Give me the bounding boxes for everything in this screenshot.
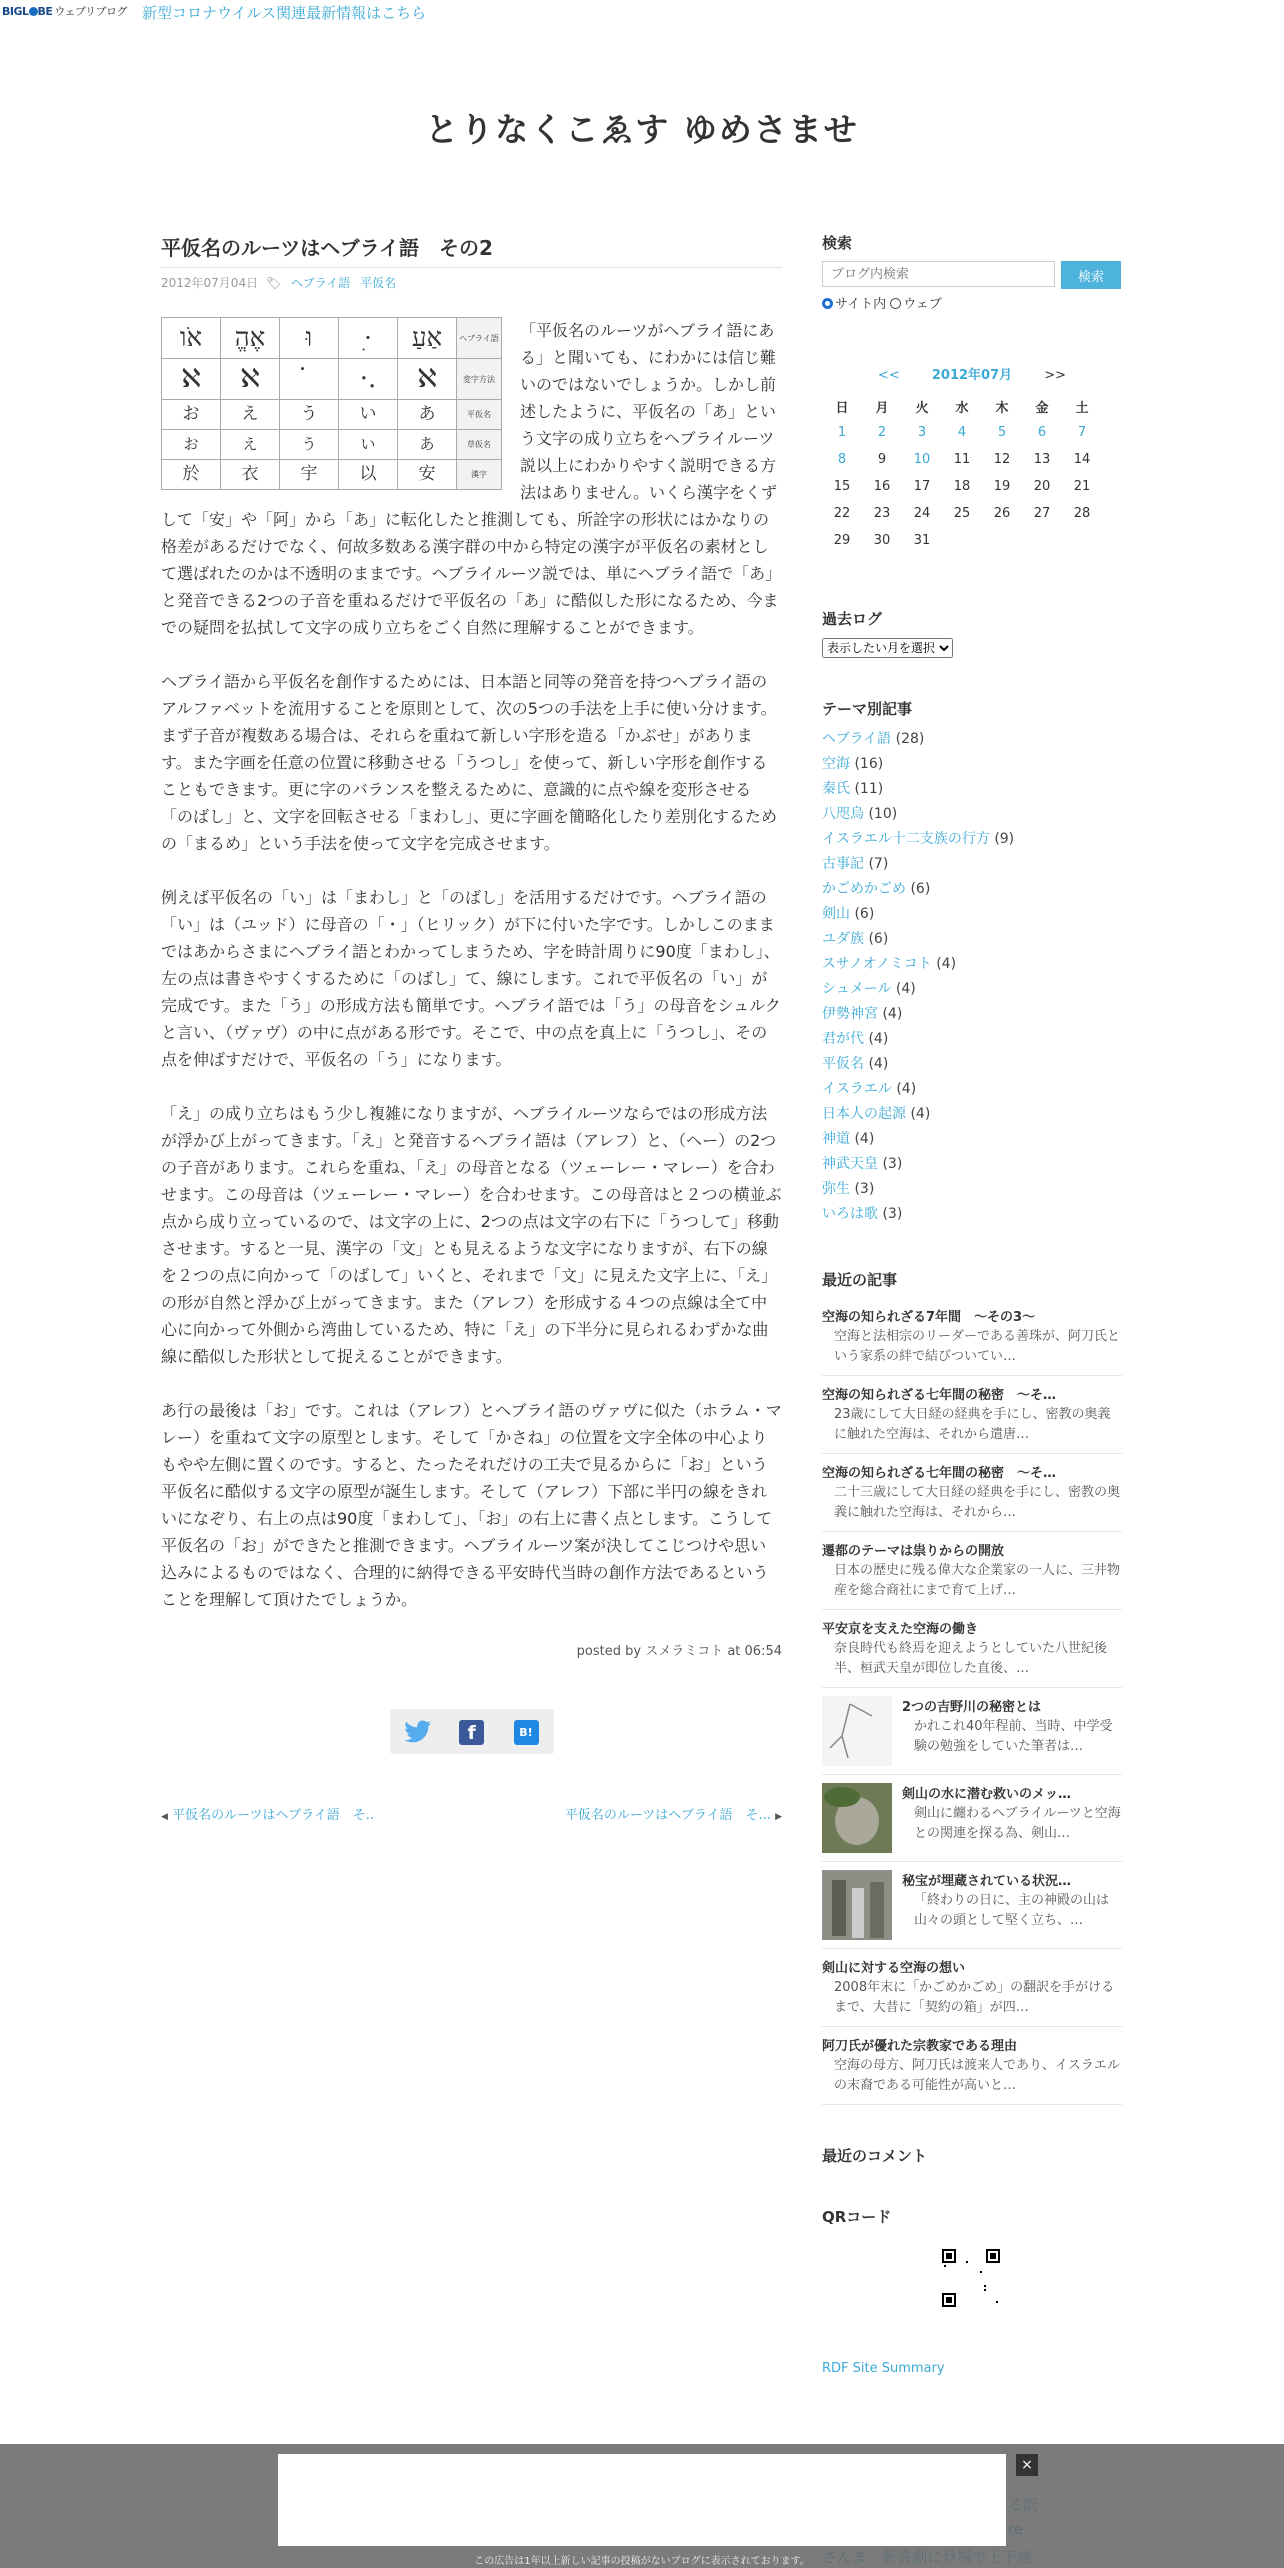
kana-cell: ·ִ: [339, 318, 398, 359]
theme-link[interactable]: 古事記: [822, 856, 864, 872]
biglobe-logo[interactable]: BIGL BE ウェブリブログ: [2, 5, 128, 18]
calendar-day[interactable]: 5: [997, 425, 1007, 440]
kana-cell: あ: [398, 430, 457, 460]
recent-item-excerpt: 剣山に纏わるヘブライルーツと空海との関連を探る為、剣山…: [914, 1806, 1121, 1841]
calendar-day[interactable]: 10: [913, 452, 931, 467]
recent-item[interactable]: [822, 1532, 1122, 1610]
kana-row-label: 草仮名: [457, 430, 502, 460]
calendar-day[interactable]: 8: [837, 452, 847, 467]
recent-item-excerpt: 2008年末に「かごめかごめ」の翻訳を手がけるまで、大昔に「契約の箱」が四…: [834, 1980, 1115, 2015]
kana-cell: う: [280, 430, 339, 460]
kana-cell: う: [280, 400, 339, 430]
kana-table-image: [161, 317, 502, 490]
theme-item: [822, 877, 1122, 902]
calendar: [822, 364, 1122, 554]
archive-month-select[interactable]: [822, 638, 953, 658]
theme-item: [822, 852, 1122, 877]
recent-item-title[interactable]: 2つの吉野川の秘密とは: [902, 1700, 1042, 1715]
kana-row-label: 変字方法: [457, 359, 502, 400]
recent-item[interactable]: [822, 1949, 1122, 2027]
calendar-day: 16: [873, 479, 891, 494]
theme-item: [822, 1077, 1122, 1102]
recent-item-title[interactable]: 阿刀氏が優れた宗教家である理由: [822, 2039, 1018, 2054]
theme-link[interactable]: 君が代: [822, 1031, 864, 1047]
calendar-day: [942, 527, 982, 554]
kana-cell: 於: [162, 460, 221, 490]
kana-cell: וּ: [280, 318, 339, 359]
theme-link[interactable]: 神道: [822, 1131, 850, 1147]
kana-cell: あ: [398, 400, 457, 430]
recent-item-excerpt: 日本の歴史に残る偉大な企業家の一人に、三井物産を総合商社にまで育て上げ…: [834, 1563, 1121, 1598]
radio-web[interactable]: ウェブ: [890, 297, 941, 312]
entry-paragraph: 「平仮名のルーツがヘブライ語にある」と聞いても、にわかには信じ難いのではないでしょうか。しかし前述したように、平仮名の「あ」という文字の成り立ちをヘブライルーツ説以上にわかりやすく説明できる方法はありません。いくら漢字をくずして「安」や「阿」から「あ」に転化したと推測しても、所詮字の形状にはかなりの格差があるだけでなく、何故多数ある漢字群の中から特定の漢字が平仮名の素材として選ばれたのかは不透明のままです。ヘブライルーツ説では、単にヘブライ語で「あ」と発音できる2つの子音を重ねるだけで平仮名の「あ」に酷似した形になるため、今までの疑問を払拭して文字の成り立ちをごく自然に理解することができます。: [161, 321, 782, 637]
theme-link[interactable]: イスラエル: [822, 1081, 892, 1097]
theme-item: [822, 1202, 1122, 1227]
theme-link[interactable]: 秦氏: [822, 781, 850, 797]
theme-item: [822, 752, 1122, 777]
calendar-day: 25: [953, 506, 971, 521]
kana-cell: お: [162, 430, 221, 460]
entry-paragraph: 「え」の成り立ちはもう少し複雑になりますが、ヘブライルーツならではの形成方法が浮かび上がってきます。「え」と発音するヘブライ語は（アレフ）と、（ヘー）の2つの子音があります。これらを重ね、「え」の母音となる（ツェーレー・マレー）を合わせます。この母音は（ツェーレー・マレー）を合わせます。この母音はと２つの横並ぶ点から成り立っているので、は文字の上に、2つの点は文字の右下に「うつして」移動させます。すると一見、漢字の「文」とも見えるような文字になりますが、右下の線を２つの点に向かって「のばして」いくと、それまで「文」に見えた文字上に、「え」の形が自然と浮かび上がってきます。また（アレフ）を形成する４つの点線は全て中心に向かって外側から湾曲しているため、特に「え」の下半分に見られるわずかな曲線に酷似した形状として捉えることができます。: [161, 1104, 782, 1366]
recent-item[interactable]: [822, 1862, 1122, 1949]
recent-item-title[interactable]: 空海の知られざる七年間の秘密 ～そ…: [822, 1466, 1057, 1481]
calendar-day: 24: [913, 506, 931, 521]
entry-title[interactable]: 平仮名のルーツはヘブライ語 その2: [161, 232, 782, 268]
entry-date: 2012年07月04日: [161, 276, 259, 290]
recent-section: [822, 1269, 1122, 2105]
calendar-weekday: 木: [995, 400, 1009, 416]
kana-cell: 以: [339, 460, 398, 490]
twitter-icon: [404, 1720, 432, 1745]
theme-count: (3): [882, 1206, 903, 1222]
qr-code-image: [942, 2249, 1000, 2307]
recent-item-title[interactable]: 剣山の水に潜む救いのメッ…: [902, 1787, 1072, 1802]
calendar-day: 28: [1073, 506, 1091, 521]
theme-item: [822, 927, 1122, 952]
calendar-day[interactable]: 3: [917, 425, 927, 440]
theme-item: [822, 1102, 1122, 1127]
calendar-day: 15: [833, 479, 851, 494]
recent-item-excerpt: かれこれ40年程前、当時、中学受験の勉強をしていた筆者は…: [914, 1719, 1113, 1754]
theme-count: (4): [868, 1056, 889, 1072]
calendar-day: 11: [953, 452, 971, 467]
theme-count: (4): [854, 1131, 875, 1147]
rock-thumbnail-icon: [822, 1783, 892, 1853]
entry-pager: [161, 1804, 782, 1824]
calendar-weekday: 火: [915, 400, 929, 416]
theme-item: [822, 977, 1122, 1002]
entry-paragraph: あ行の最後は「お」です。これは（アレフ）とヘブライ語のヴァヴに似た（ホラム・マレー）を重ねて文字の原型とします。そして「かさね」の位置を文字全体の中心よりもやや左側に置くのです。すると、たったそれだけの工夫で見るからに「お」という平仮名に酷似する文字の原型が誕生します。そして（アレフ）下部に半円の線をきれいになぞり、右上の点は90度「まわして」、「お」の右上に書く点とします。こうして平仮名の「お」ができたと推測できます。ヘブライルーツ案が決してこじつけや思い込みによるものではなく、合理的に納得できる平安時代当時の創作方法であるということを理解して頂けたでしょうか。: [161, 1401, 782, 1609]
prev-entry-link[interactable]: 平仮名のルーツはヘブライ語 そ..: [172, 1808, 375, 1823]
search-section: [822, 232, 1122, 312]
calendar-day: 26: [993, 506, 1011, 521]
corona-info-link[interactable]: 新型コロナウイルス関連最新情報はこちら: [142, 4, 427, 22]
recent-item-excerpt: 二十三歳にして大日経の経典を手にし、密教の奥義に触れた空海は、それから…: [834, 1485, 1121, 1520]
theme-item: [822, 1002, 1122, 1027]
kana-cell: い: [339, 430, 398, 460]
calendar-weekday: 土: [1075, 400, 1089, 416]
recent-heading: 最近の記事: [822, 1271, 898, 1289]
calendar-day: 29: [833, 533, 851, 548]
calendar-day: 30: [873, 533, 891, 548]
calendar-day: 12: [993, 452, 1011, 467]
calendar-day[interactable]: 7: [1077, 425, 1087, 440]
recent-item-excerpt: 空海の母方、阿刀氏は渡来人であり、イスラエルの末裔である可能性が高いと…: [834, 2058, 1120, 2093]
hatena-bookmark-button[interactable]: B!: [514, 1720, 539, 1745]
search-button[interactable]: 検索: [1061, 261, 1121, 289]
twitter-share-button[interactable]: [404, 1720, 429, 1745]
calendar-next-link[interactable]: >>: [1044, 368, 1067, 383]
map-thumbnail-icon: [822, 1696, 892, 1766]
archive-heading: 過去ログ: [822, 610, 883, 628]
recent-item-title[interactable]: 剣山に対する空海の想い: [822, 1961, 966, 1976]
calendar-day: 23: [873, 506, 891, 521]
theme-count: (4): [868, 1031, 889, 1047]
calendar-weekday: 金: [1035, 400, 1049, 416]
calendar-prev-link[interactable]: <<: [877, 368, 900, 383]
theme-count: (9): [994, 831, 1015, 847]
theme-count: (28): [895, 731, 925, 747]
theme-count: (6): [910, 881, 931, 897]
search-heading: 検索: [822, 234, 853, 252]
recent-item-excerpt: 23歳にして大日経の経典を手にし、密教の奥義に触れた空海は、それから遣唐…: [834, 1407, 1111, 1442]
recent-item-title[interactable]: 秘宝が埋蔵されている状況…: [902, 1874, 1072, 1889]
radio-selected-icon: [822, 298, 833, 309]
theme-link[interactable]: 平仮名: [822, 1056, 864, 1072]
chevron-right-icon: ▶: [775, 1812, 782, 1822]
kana-cell: ℵ: [398, 359, 457, 400]
calendar-day: [1062, 527, 1102, 554]
theme-count: (10): [868, 806, 898, 822]
theme-link[interactable]: 日本人の起源: [822, 1106, 906, 1122]
theme-link[interactable]: イスラエル十二支族の行方: [822, 831, 990, 847]
calendar-day: [1022, 527, 1062, 554]
recent-item-title[interactable]: 空海の知られざる七年間の秘密 ～そ…: [822, 1388, 1057, 1403]
theme-count: (4): [895, 981, 916, 997]
recent-item[interactable]: [822, 1775, 1122, 1862]
theme-link[interactable]: 八咫烏: [822, 806, 864, 822]
kana-cell: ·.: [339, 359, 398, 400]
entry-meta: [161, 274, 782, 291]
calendar-month-link[interactable]: 2012年07月: [931, 368, 1013, 383]
theme-link[interactable]: いろは歌: [822, 1206, 878, 1222]
recent-item-title[interactable]: 平安京を支えた空海の働き: [822, 1622, 979, 1637]
site-title[interactable]: とりなくこゑす ゆめさませ: [425, 110, 859, 149]
qr-section: [822, 2206, 1122, 2311]
recent-item[interactable]: [822, 1376, 1122, 1454]
calendar-day: 13: [1033, 452, 1051, 467]
radio-unselected-icon: [890, 298, 901, 309]
kana-cell: [280, 359, 339, 400]
facebook-share-button[interactable]: [459, 1720, 484, 1745]
recent-item-excerpt: 空海と法相宗のリーダーである善珠が、阿刀氏という家系の絆で結びついてい…: [834, 1329, 1121, 1364]
theme-link[interactable]: ヘブライ語: [822, 731, 892, 747]
posted-by: posted by スメラミコト at 06:54: [576, 1644, 782, 1659]
theme-item: [822, 1152, 1122, 1177]
calendar-day: 18: [953, 479, 971, 494]
kana-cell: 宇: [280, 460, 339, 490]
next-entry-link[interactable]: 平仮名のルーツはヘブライ語 そ...: [564, 1808, 771, 1823]
logo-dot-icon: [29, 7, 38, 16]
theme-item: [822, 1052, 1122, 1077]
calendar-day[interactable]: 4: [957, 425, 967, 440]
theme-count: (4): [936, 956, 957, 972]
calendar-day[interactable]: 6: [1037, 425, 1047, 440]
kana-row-label: 漢字: [457, 460, 502, 490]
recent-item[interactable]: [822, 1454, 1122, 1532]
calendar-day: 21: [1073, 479, 1091, 494]
tag-icon: 🏷: [265, 276, 282, 290]
recent-item-title[interactable]: 遷都のテーマは祟りからの開放: [822, 1544, 1005, 1559]
recent-item[interactable]: [822, 1688, 1122, 1775]
theme-count: (7): [868, 856, 889, 872]
tag-link[interactable]: ヘブライ語: [290, 276, 351, 290]
theme-count: (11): [854, 781, 884, 797]
tag-link[interactable]: 平仮名: [360, 276, 397, 290]
theme-count: (6): [854, 906, 875, 922]
theme-link[interactable]: ユダ族: [822, 931, 864, 947]
calendar-day[interactable]: 2: [877, 425, 887, 440]
calendar-weekday: 日: [835, 400, 849, 416]
theme-link[interactable]: シュメール: [822, 981, 892, 997]
ad-overlay: [0, 2444, 1284, 2568]
theme-link[interactable]: 空海: [822, 756, 850, 772]
theme-heading: テーマ別記事: [822, 700, 913, 718]
calendar-day: 17: [913, 479, 931, 494]
theme-link[interactable]: 剣山: [822, 906, 850, 922]
facebook-icon: f: [467, 1722, 476, 1744]
entry-body: [161, 317, 782, 1613]
entry-paragraph: ヘブライ語から平仮名を創作するためには、日本語と同等の発音を持つヘブライ語のアルファベットを流用することを原則として、次の5つの手法を上手に使い分けます。まず子音が複数ある場合は、それらを重ねて新しい字形を造る「かぶせ」があります。また字画を任意の位置に移動させる「うつし」を使って、新しい字形を創作することもできます。更に字のバランスを整えるために、意識的に点や線を変形させる「のばし」と、文字を回転させる「まわし」、更に字画を簡略化したり差別化するための「まるめ」という手法を使って文字を完成させます。: [161, 672, 778, 853]
recent-item[interactable]: [822, 2027, 1122, 2105]
shrine-thumbnail-icon: [822, 1870, 892, 1940]
calendar-weekday: 水: [955, 400, 969, 416]
theme-count: (4): [882, 1006, 903, 1022]
calendar-day: 9: [877, 452, 887, 467]
share-buttons: [390, 1709, 554, 1754]
theme-item: [822, 1177, 1122, 1202]
blog-search-input[interactable]: [822, 261, 1055, 287]
radio-site[interactable]: サイト内: [822, 297, 886, 312]
theme-item: [822, 1027, 1122, 1052]
theme-item: [822, 1127, 1122, 1152]
top-bar: [0, 0, 1284, 24]
theme-link[interactable]: スサノオノミコト: [822, 956, 932, 972]
sidebar: [822, 232, 1122, 2376]
theme-item: [822, 952, 1122, 977]
recent-item-title[interactable]: 空海の知られざる7年間 ～その3～: [822, 1310, 1036, 1325]
theme-link[interactable]: 弥生: [822, 1181, 850, 1197]
kana-cell: ℵ: [162, 359, 221, 400]
recent-comments-heading: 最近のコメント: [822, 2147, 928, 2165]
theme-count: (3): [854, 1181, 875, 1197]
theme-link[interactable]: かごめかごめ: [822, 881, 906, 897]
theme-item: [822, 827, 1122, 852]
theme-item: [822, 802, 1122, 827]
close-ad-button[interactable]: ×: [1016, 2454, 1038, 2476]
theme-count: (4): [910, 1106, 931, 1122]
kana-row-label: ヘブライ語: [457, 318, 502, 359]
kana-cell: え: [221, 400, 280, 430]
kana-cell: い: [339, 400, 398, 430]
calendar-day: 31: [913, 533, 931, 548]
ad-note: この広告は1年以上新しい記事の投稿がないブログに表示されております。: [474, 2556, 810, 2567]
main-column: [161, 232, 782, 1824]
theme-link[interactable]: 伊勢神宮: [822, 1006, 878, 1022]
entry-paragraph: 例えば平仮名の「い」は「まわし」と「のばし」を活用するだけです。ヘブライ語の「い」は（ユッド）に母音の「・」（ヒリック）が下に付いた字です。しかしこのままではあからさまにヘブライ語とわかってしまうため、字を時計周りに90度「まわし」、左の点は書きやすくするために「のばし」て、線にします。これで平仮名の「い」が完成です。また「う」の形成方法も簡単です。ヘブライ語では「う」の母音をシュルクと言い、（ヴァヴ）の中に点がある形です。そこで、中の点を真上に「うつし」、その点を伸ばすだけで、平仮名の「う」になります。: [161, 888, 781, 1069]
calendar-day: 20: [1033, 479, 1051, 494]
calendar-day: 19: [993, 479, 1011, 494]
theme-section: [822, 698, 1122, 1227]
qr-heading: QRコード: [822, 2208, 892, 2226]
theme-item: [822, 727, 1122, 752]
ad-banner[interactable]: [278, 2454, 1006, 2546]
calendar-weekday: 月: [875, 400, 889, 416]
kana-cell: אֶהֱ: [221, 318, 280, 359]
theme-link[interactable]: 神武天皇: [822, 1156, 878, 1172]
calendar-day: [982, 527, 1022, 554]
calendar-day: 14: [1073, 452, 1091, 467]
kana-cell: אֹו: [162, 318, 221, 359]
recent-item[interactable]: [822, 1610, 1122, 1688]
archive-section: [822, 608, 1122, 658]
calendar-day: 27: [1033, 506, 1051, 521]
theme-count: (3): [882, 1156, 903, 1172]
kana-cell: אַעַ: [398, 318, 457, 359]
theme-count: (6): [868, 931, 889, 947]
theme-count: (16): [854, 756, 884, 772]
calendar-day: 22: [833, 506, 851, 521]
rdf-link[interactable]: RDF Site Summary: [822, 2361, 945, 2376]
recent-item[interactable]: [822, 1298, 1122, 1376]
kana-cell: ℵ: [221, 359, 280, 400]
chevron-left-icon: ◀: [161, 1812, 168, 1822]
kana-cell: お: [162, 400, 221, 430]
recent-item-excerpt: 奈良時代も終焉を迎えようとしていた八世紀後半、桓武天皇が即位した直後、…: [834, 1641, 1108, 1676]
theme-item: [822, 902, 1122, 927]
calendar-day[interactable]: 1: [837, 425, 847, 440]
kana-cell: え: [221, 430, 280, 460]
theme-count: (4): [896, 1081, 917, 1097]
kana-cell: 衣: [221, 460, 280, 490]
recent-item-excerpt: 「終わりの日に、主の神殿の山は山々の頭として堅く立ち、…: [914, 1893, 1110, 1928]
kana-cell: 安: [398, 460, 457, 490]
kana-row-label: 平仮名: [457, 400, 502, 430]
theme-item: [822, 777, 1122, 802]
